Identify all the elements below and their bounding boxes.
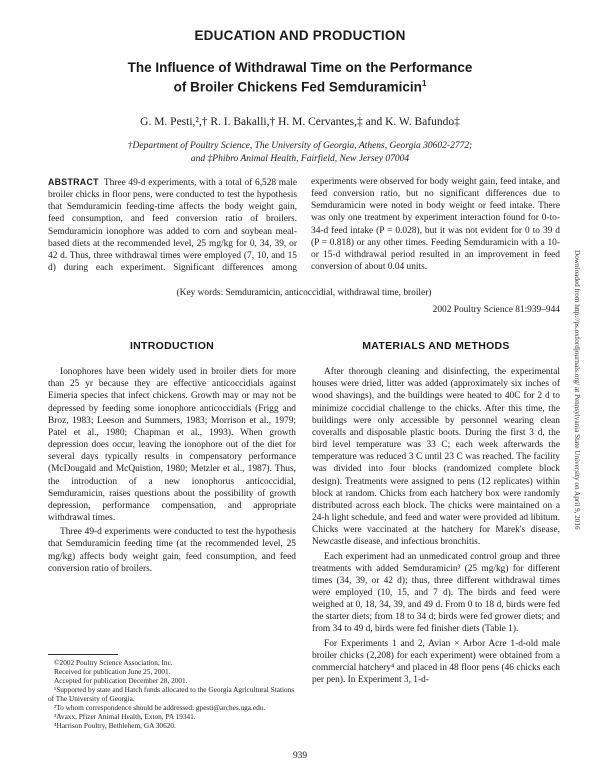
methods-heading: MATERIALS AND METHODS [362,340,510,352]
affiliations [40,140,560,165]
footnote-copyright: ©2002 Poultry Science Association, Inc. [54,658,173,667]
article-title [60,60,540,96]
footnote-received: Received for publication June 25, 2001. [54,667,171,676]
download-side-note [569,250,583,610]
introduction-paragraph-1: Ionophores have been widely used in broiler diets for more than 25 yr because they are effective anticoccidials against Eimeria species that infect chickens. Growth may or may not be depressed by feeding some ionophore anticoccidials (Frigg and Broz, 1983; Leeson and Summers, 1983; Morrison et al., 1979; Patel et al., 1980; Chapman et al., 1993). When growth depression does occur, leaving the ionophore out of the diet for several days typically results in compensatory performance (McDougald and McQuistion, 1980; Metzler et al., 1987). Thus, the introduction of a new ionophorus anticoccidial, Semduramicin, raises questions about the possibility of growth depression, performance compensation, and appropriate withdrawal times. [48,367,296,524]
abstract [48,176,560,286]
footnotes [48,654,296,730]
introduction-paragraph-2: Three 49-d experiments were conducted to test the hypothesis that Semduramicin feeding time (at the recommended level, 25 mg/kg) affects body weight gain, feed consumption, and feed conversion ratio of broilers. [48,527,296,574]
footnote-3: ³Avaxx, Pfizer Animal Health, Exton, PA 19341. [54,712,196,721]
introduction-heading: INTRODUCTION [129,340,215,352]
abstract-text: Three 49-d experiments, with a total of 6,528 male broiler chicks in floor pens, were conducted to test the hypothesis that Semduramicin feeding-time affects the body weight gain, feed consumption, and feed conversion ratio of broilers. Semduramicin ionophore was added to corn and soybean meal-based diets at the recommended level, 25 mg/kg for 0, 34, 39, or 42 d. Thus, three withdrawal times were employed (7, 10, and 15 d) during each experiment. Significant differences among experiments were observed for body weight gain, feed intake, and feed conversion ratio, but no significant differences due to Semduramicin were noted in body weight or feed intake. There was only one treatment by experiment interaction found for 0-to-34-d feed intake (P = 0.028), but it was not evident for 0 to 39 d (P = 0.818) or any other times. Feeding Semduramicin with a 10- or 15-d withdrawal period resulted in an improvement in feed conversion of about 0.04 units. [48,177,560,274]
footnote-1: ¹Supported by state and Hatch funds allocated to the Georgia Agricultural Stations of The University of Georgia. [48,685,295,703]
keywords: (Key words: Semduramicin, anticoccidial, withdrawal time, broiler) [176,288,432,298]
right-column [312,340,560,686]
title-line-1: The Influence of Withdrawal Time on the Performance [127,60,473,75]
footnote-rule [48,654,118,655]
title-line-2 [60,76,540,96]
methods-paragraph-2: Each experiment had an unmedicated control group and three treatments with added Semduramicin³ (25 mg/kg) for different times (34, 39, or 42 d); thus, three different withdrawal times were employed (10, 15, and 7 d). The birds and feed were weighed at 0, 18, 34, 39, and 49 d. From 0 to 18 d, birds were fed the starter diets; from 18 to 34 d; birds were fed grower diets; and from 34 to 49 d, birds were fed finisher diets (Table 1). [312,551,560,635]
affiliation-line-2: and ‡Phibro Animal Health, Fairfield, New Jersey 07004 [190,153,410,164]
author-list: G. M. Pesti,²,† R. I. Bakalli,† H. M. Cervantes,‡ and K. W. Bafundo‡ [140,116,460,128]
title-footnote-marker: 1 [421,79,427,88]
left-column [48,340,296,575]
methods-paragraph-3: For Experiments 1 and 2, Avian × Arbor Acre 1-d-old male broiler chicks (2,208) for each experiment) were obtained from a commercial hatchery⁴ and placed in 48 floor pens (46 chicks each per pen). In Experiment 3, 1-d- [312,638,560,686]
page-number: 939 [292,751,308,761]
footnote-2: ²To whom correspondence should be addressed: gpesti@arches.uga.edu. [54,703,266,712]
footnote-4: ⁴Harrison Poultry, Bethlehem, GA 30620. [54,721,176,730]
methods-paragraph-1: After thorough cleaning and disinfecting, the experimental houses were dried, litter was added (approximately six inches of wood shavings), and the buildings were heated to 40C for 2 d to minimize coccidial challenge to the chicks. After this time, the buildings were only accessible by personnel wearing clean coveralls and disposable plastic boots. During the first 3 d, the bird level temperature was 33 C; each week afterwards the temperature was reduced 3 C until 23 C was reached. The facility was divided into four blocks (randomized complete block design). Treatments were assigned to pens (12 replicates) within block at random. Chicks from each hatchery box were randomly distributed across each block. The chicks were maintained on a 24-h light schedule, and feed and water were provided ad libitum. Chicks were vaccinated at the hatchery for Marek's disease, Newcastle disease, and infectious bronchitis. [312,367,560,548]
affiliation-line-1: †Department of Poultry Science, The University of Georgia, Athens, Georgia 30602-2772; [127,141,473,151]
journal-section-heading: EDUCATION AND PRODUCTION [194,28,406,43]
footnote-accepted: Accepted for publication December 28, 2001. [54,676,188,685]
citation: 2002 Poultry Science 81:939–944 [432,305,560,315]
abstract-label: ABSTRACT [48,177,99,187]
title-line-2-text: of Broiler Chickens Fed Semduramicin [173,79,422,95]
download-side-note-text: Downloaded from http://ps.oxfordjournals.org/ at Pennsylvania State University on April 9, 2016 [573,250,581,530]
